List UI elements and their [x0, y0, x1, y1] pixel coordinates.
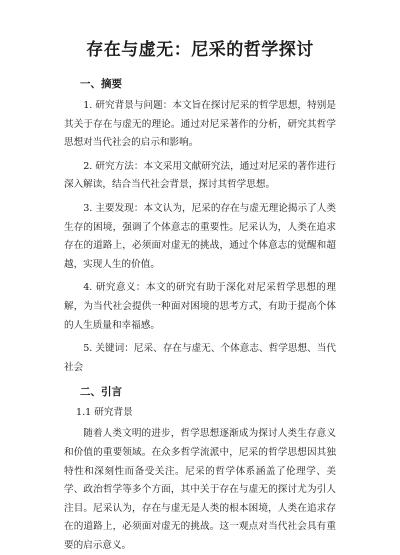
abstract-heading: 一、摘要 [80, 78, 122, 90]
abstract-paragraph-significance: 4. 研究意义：本文的研究有助于深化对尼采哲学思想的理解，为当代社会提供一种面对困境的思考方式，有助于提高个体的人生质量和幸福感。 [64, 282, 336, 331]
abstract-paragraph-findings: 3. 主要发现：本文认为，尼采的存在与虚无理论揭示了人类生存的困境，强调了个体意志的重要性。尼采认为，人类在追求存在的道路上，必须面对虚无的挑战，通过个体意志的觉醒和超越，实现人生的价值。 [64, 202, 336, 270]
document-title: 存在与虚无：尼采的哲学探讨 [86, 40, 314, 60]
research-background-heading: 1.1 研究背景 [76, 407, 133, 419]
abstract-keywords: 5. 关键词：尼采、存在与虚无、个体意志、哲学思想、当代社会 [64, 343, 336, 373]
abstract-paragraph-method: 2. 研究方法：本文采用文献研究法，通过对尼采的著作进行深入解读，结合当代社会背景，探讨其哲学思想。 [64, 160, 336, 191]
introduction-heading: 二、引言 [80, 386, 122, 399]
abstract-paragraph-background: 1. 研究背景与问题：本文旨在探讨尼采的哲学思想，特别是其关于存在与虚无的理论。通过对尼采著作的分析，研究其哲学思想对当代社会的启示和影响。 [64, 100, 336, 149]
research-background-paragraph: 随着人类文明的进步，哲学思想逐渐成为探讨人类生存意义和价值的重要领域。在众多哲学流派中，尼采的哲学思想因其独特性和深刻性而备受关注。尼采的哲学体系涵盖了伦理学、美学、政治哲学等多个方面，其中关于存在与虚无的探讨尤为引人注目。尼采认为，存在与虚无是人类的根本困境，人类在追求存在的道路上，必须面对虚无的挑战。这一观点对当代社会具有重要的启示意义。 [64, 428, 336, 551]
